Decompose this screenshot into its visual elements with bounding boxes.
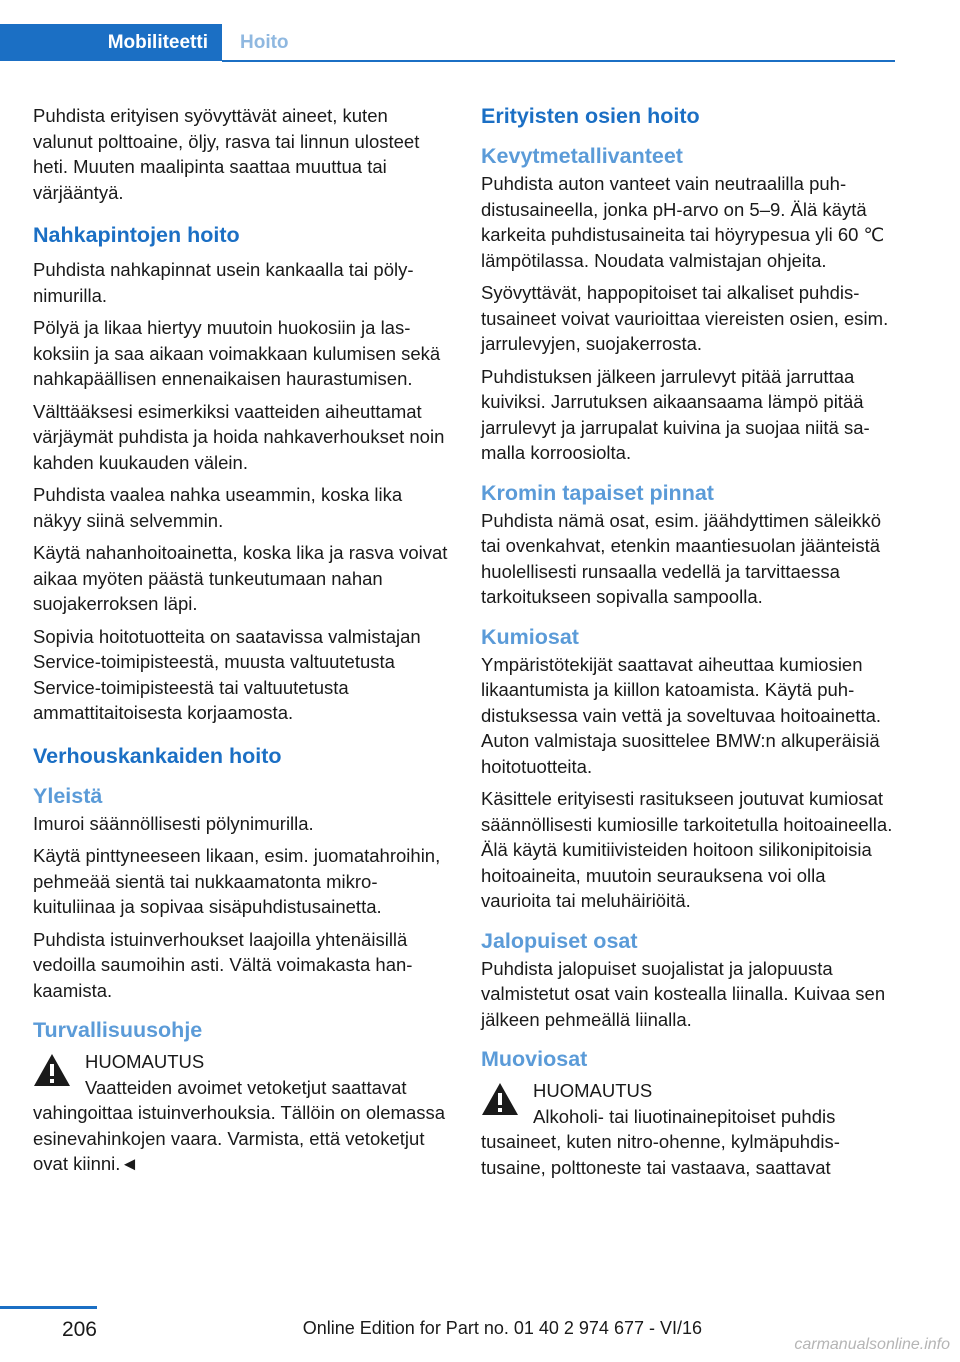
subheading-safety: Turvallisuusohje — [33, 1018, 203, 1042]
subheading-alloy-wheels: Kevytmetallivanteet — [481, 144, 683, 168]
warning-text: vahingoittaa istuinverhouksia. Tällöin on olemassa esinevahinkojen vaara. Varmista, että vetoketjut ovat kiinni.◄ — [33, 1102, 446, 1174]
paragraph: Ympäristötekijät saattavat aiheuttaa kumiosien likaantumista ja kiillon katoamista. Käytä puhdistuksessa vain vettä ja soveltuvaa hoitoainetta. Auton valmistaja suosittelee BMW:n alkuperäisiä hoitotuotteita. — [481, 653, 882, 777]
subheading-general: Yleistä — [33, 783, 103, 808]
paragraph: Puhdista erityisen syövyttävät aineet, kuten valunut polttoaine, öljy, rasva tai linnun ulosteet heti. Muuten maalipinta saattaa muuttua tai värjääntyä. — [33, 105, 420, 203]
paragraph: Käytä nahanhoitoainetta, koska lika ja rasva voivat aikaa myöten päästä tunkeutumaan nahan suojakerroksen läpi. — [33, 542, 448, 614]
subheading-rubber: Kumiosat — [481, 624, 579, 649]
paragraph: Puhdistuksen jälkeen jarrulevyt pitää jarruttaa kuiviksi. Jarrutuksen aikaansaama lämpö pitää jarrulevyt ja jarrupalat kuivina ja suojaa niitä samalla korroosiolta. — [481, 365, 870, 463]
paragraph: Välttääksesi esimerkiksi vaatteiden aiheuttamat värjäymät puhdista ja hoida nahkaverhoukset noin kahden kuukauden välein. — [33, 400, 445, 473]
chapter-tabs — [0, 0, 895, 62]
warning-title: HUOMAUTUS — [85, 1051, 205, 1072]
paragraph: Puhdista nahkapinnat usein kankaalla tai pölynimurilla. — [33, 259, 414, 306]
paragraph: Puhdista auton vanteet vain neutraalilla puhdistusaineella, jonka pH-arvo on 5–9. Älä käytä karkeita puhdistusaineita tai höyrypesua yli 60 ℃ lämpötilassa. Noudata valmistajan ohjeita. — [481, 173, 885, 271]
subheading-precious-wood: Jalopuiset osat — [481, 928, 638, 953]
subheading-chrome: Kromin tapaiset pinnat — [481, 480, 714, 505]
warning-title: HUOMAUTUS — [533, 1080, 653, 1101]
paragraph: Puhdista vaalea nahka useammin, koska lika näkyy siinä selvemmin. — [33, 484, 403, 531]
tab-hoito[interactable]: Hoito — [240, 31, 289, 53]
warning-notice — [481, 1078, 896, 1180]
subheading-plastic: Muoviosat — [481, 1047, 588, 1071]
page-number-bar — [0, 1306, 97, 1309]
warning-triangle-icon — [481, 1082, 519, 1116]
paragraph: Imuroi säännöllisesti pölynimurilla. — [33, 812, 314, 834]
paragraph: Sopivia hoitotuotteita on saatavissa valmistajan Service-toimipisteestä, muusta valtuutetusta Service-toimipisteestä tai valtuutetusta ammattitaitoisesta korjaamosta. — [33, 625, 421, 723]
edition-footer: Online Edition for Part no. 01 40 2 974 677 - VI/16 — [302, 1318, 702, 1338]
paragraph: Puhdista istuinverhoukset laajoilla yhtenäisillä vedoilla saumoihin asti. Vältä voimakasta hankaamista. — [33, 928, 413, 1001]
warning-notice — [33, 1049, 448, 1177]
tab-underline — [222, 60, 895, 62]
heading-special-parts: Erityisten osien hoito — [481, 104, 700, 128]
warning-line: Alkoholi- tai liuotinainepitoiset puhdis — [533, 1105, 836, 1127]
paragraph: Käytä pinttyneeseen likaan, esim. juomatahroihin, pehmeää sientä tai nukkaamatonta mikrokuituliinaa ja sopivaa sisäpuhdistusainetta. — [33, 845, 441, 917]
warning-triangle-icon — [33, 1053, 71, 1087]
paragraph: Puhdista jalopuiset suojalistat ja jalopuusta valmistetut osat vain kostealla liinalla. Kuivaa sen jälkeen pehmeällä liinalla. — [481, 957, 886, 1030]
heading-fabric-care: Verhouskankaiden hoito — [33, 743, 282, 768]
heading-leather-care: Nahkapintojen hoito — [33, 223, 240, 247]
paragraph: Syövyttävät, happopitoiset tai alkaliset puhdistusaineet voivat vaurioittaa viereisten osien, esim. jarrulevyjen, suojakerrosta. — [481, 282, 889, 354]
left-column — [33, 103, 448, 1177]
warning-line: Vaatteiden avoimet vetoketjut saattavat — [85, 1076, 407, 1098]
tab-mobiliteetti[interactable]: Mobiliteetti — [0, 24, 222, 61]
warning-text: tusaineet, kuten nitro-ohenne, kylmäpuhdistusaine, polttoneste tai vastaava, saattavat — [481, 1131, 840, 1178]
paragraph: Pölyä ja likaa hiertyy muutoin huokosiin ja laskoksiin ja saa aikaan voimakkaan kulumisen sekä nahkapäällisen ennenaikaisen haurastumisen. — [33, 317, 441, 389]
right-column — [481, 103, 896, 1180]
paragraph: Puhdista nämä osat, esim. jäähdyttimen säleikkö tai ovenkahvat, etenkin maantiesuolan jäänteistä huolellisesti runsaalla vedellä ja tarvittaessa tarkoitukseen sopivalla sampoolla. — [481, 509, 882, 607]
watermark: carmanualsonline.info — [794, 1336, 950, 1353]
paragraph: Käsittele erityisesti rasitukseen joutuvat kumiosat säännöllisesti kumiosille tarkoitetulla hoitoaineella. Älä käytä kumitiivisteiden hoitoon silikonipitoisia hoitoaineita, muutoin seurauksena voi olla vaurioita tai meluhäiriöitä. — [481, 788, 893, 911]
page-number: 206 — [61, 1318, 97, 1341]
